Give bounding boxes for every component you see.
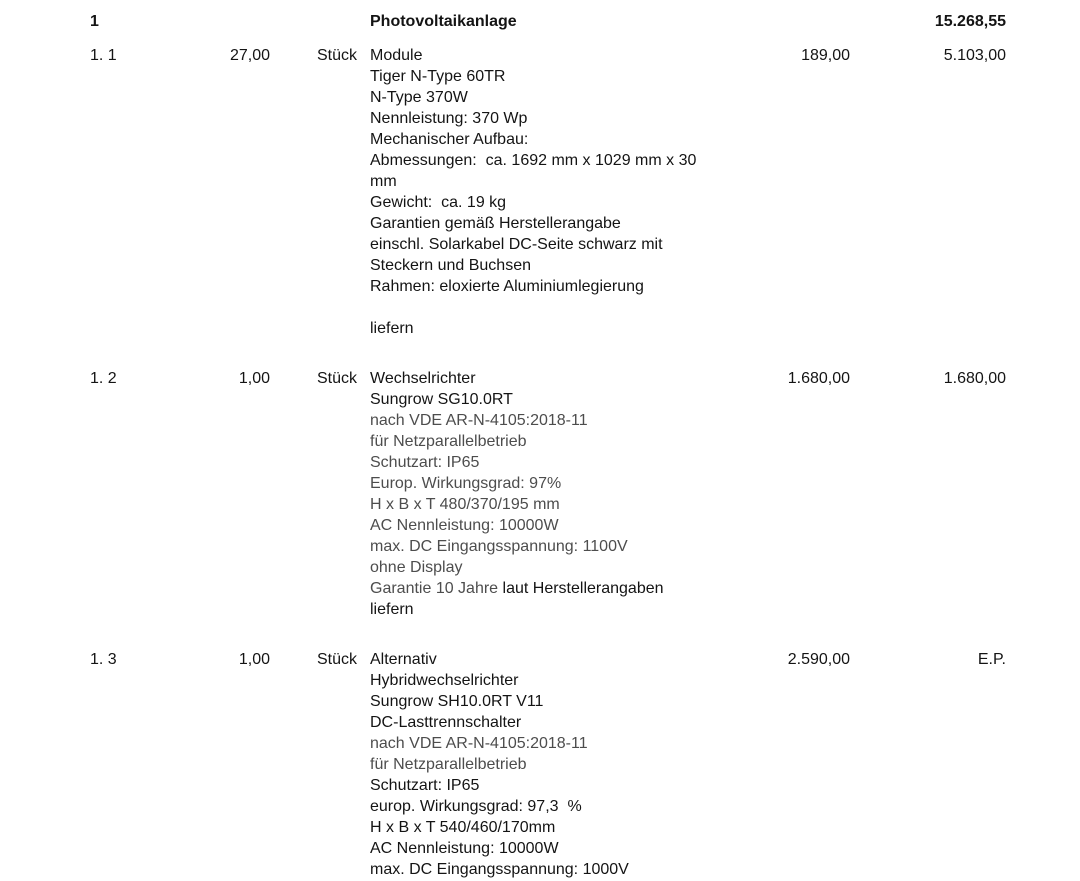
- description-segment-muted: Europ. Wirkungsgrad: 97%: [370, 475, 562, 492]
- description-segment-muted: Schutzart: IP65: [370, 454, 480, 471]
- total-cell: 1.680,00: [943, 370, 1006, 387]
- description-segment: einschl. Solarkabel DC-Seite schwarz mit: [370, 236, 663, 253]
- description-line: [370, 389, 745, 410]
- description-segment-muted: für Netzparallelbetrieb: [370, 756, 527, 773]
- group-title: Photovoltaikanlage: [370, 13, 517, 30]
- unit-cell: Stück: [316, 47, 357, 64]
- description-segment: Steckern und Buchsen: [370, 257, 531, 274]
- unit-price-cell: 189,00: [801, 47, 850, 64]
- description-line: [370, 192, 745, 213]
- description-line: [370, 255, 745, 276]
- description-line: [370, 796, 745, 817]
- description-segment: Hybridwechselrichter: [370, 672, 519, 689]
- description-line: [370, 817, 745, 838]
- description-line: [370, 733, 745, 754]
- item-row: [90, 649, 1006, 880]
- description-line: [370, 452, 745, 473]
- description-line: [370, 410, 745, 431]
- description-line: [370, 66, 745, 87]
- description-cell: [357, 649, 745, 880]
- unit-price-cell: 2.590,00: [787, 651, 850, 668]
- description-line: [370, 494, 745, 515]
- quantity-cell: 1,00: [238, 651, 270, 668]
- description-line: [370, 649, 745, 670]
- description-line: [370, 87, 745, 108]
- description-line: [370, 670, 745, 691]
- description-line: [370, 431, 745, 452]
- description-segment-muted: max. DC Eingangsspannung: 1100V: [370, 538, 628, 555]
- unit-cell: Stück: [316, 651, 357, 668]
- description-line: [370, 838, 745, 859]
- description-line: [370, 691, 745, 712]
- description-cell: [357, 45, 745, 339]
- unit-cell: Stück: [316, 370, 357, 387]
- description-segment: H x B x T 540/460/170mm: [370, 819, 556, 836]
- description-line: [370, 599, 745, 620]
- description-segment: Rahmen: eloxierte Aluminiumlegierung: [370, 278, 644, 295]
- description-segment: N-Type 370W: [370, 89, 468, 106]
- description-segment: europ. Wirkungsgrad: 97,3 %: [370, 798, 582, 815]
- description-segment-muted: ohne Display: [370, 559, 463, 576]
- description-segment: Sungrow SH10.0RT V11: [370, 693, 544, 710]
- description-cell: [357, 368, 745, 620]
- line-items: [90, 45, 1006, 880]
- description-segment: DC-Lasttrennschalter: [370, 714, 522, 731]
- description-line: [370, 859, 745, 880]
- description-segment: Tiger N-Type 60TR: [370, 68, 506, 85]
- description-line: [370, 297, 745, 318]
- description-line: [370, 213, 745, 234]
- description-line: [370, 234, 745, 255]
- description-segment: Sungrow SG10.0RT: [370, 391, 513, 408]
- item-row: [90, 368, 1006, 620]
- description-line: [370, 712, 745, 733]
- quantity-cell: 27,00: [229, 47, 270, 64]
- description-segment-muted: für Netzparallelbetrieb: [370, 433, 527, 450]
- unit-price-cell: 1.680,00: [787, 370, 850, 387]
- description-line: [370, 150, 745, 171]
- description-segment-muted: Garantie 10 Jahre: [370, 580, 503, 597]
- position-cell: 1. 3: [90, 651, 117, 668]
- description-segment: Nennleistung: 370 Wp: [370, 110, 528, 127]
- description-line: [370, 557, 745, 578]
- description-line: [370, 318, 745, 339]
- description-line: [370, 108, 745, 129]
- quantity-cell: 1,00: [238, 370, 270, 387]
- position-cell: 1. 2: [90, 370, 117, 387]
- total-cell: E.P.: [977, 651, 1006, 668]
- description-segment: Gewicht: ca. 19 kg: [370, 194, 507, 211]
- description-segment: laut Herstellerangaben: [502, 580, 664, 597]
- description-segment-muted: nach VDE AR-N-4105:2018-11: [370, 412, 588, 429]
- description-segment: Abmessungen: ca. 1692 mm x 1029 mm x 30: [370, 152, 697, 169]
- description-line: [370, 368, 745, 389]
- description-segment: Module: [370, 47, 423, 64]
- description-segment: Schutzart: IP65: [370, 777, 480, 794]
- description-segment: Mechanischer Aufbau:: [370, 131, 529, 148]
- description-segment: liefern: [370, 320, 414, 337]
- description-segment: Wechselrichter: [370, 370, 476, 387]
- description-line: [370, 129, 745, 150]
- item-row: [90, 45, 1006, 339]
- description-segment: AC Nennleistung: 10000W: [370, 840, 559, 857]
- description-segment: Alternativ: [370, 651, 437, 668]
- description-line: [370, 276, 745, 297]
- description-segment-muted: AC Nennleistung: 10000W: [370, 517, 559, 534]
- description-line: [370, 515, 745, 536]
- position-cell: 1. 1: [90, 47, 117, 64]
- description-segment: mm: [370, 173, 397, 190]
- description-line: [370, 536, 745, 557]
- description-segment: liefern: [370, 601, 414, 618]
- description-line: [370, 45, 745, 66]
- description-line: [370, 473, 745, 494]
- description-segment: Garantien gemäß Herstellerangabe: [370, 215, 621, 232]
- group-position: 1: [90, 13, 99, 30]
- description-line: [370, 754, 745, 775]
- description-line: [370, 578, 745, 599]
- total-cell: 5.103,00: [943, 47, 1006, 64]
- description-segment: max. DC Eingangsspannung: 1000V: [370, 861, 629, 878]
- description-segment-muted: nach VDE AR-N-4105:2018-11: [370, 735, 588, 752]
- description-segment-muted: H x B x T 480/370/195 mm: [370, 496, 560, 513]
- group-header-row: [90, 11, 1006, 32]
- description-line: [370, 171, 745, 192]
- group-total: 15.268,55: [934, 13, 1006, 30]
- description-line: [370, 775, 745, 796]
